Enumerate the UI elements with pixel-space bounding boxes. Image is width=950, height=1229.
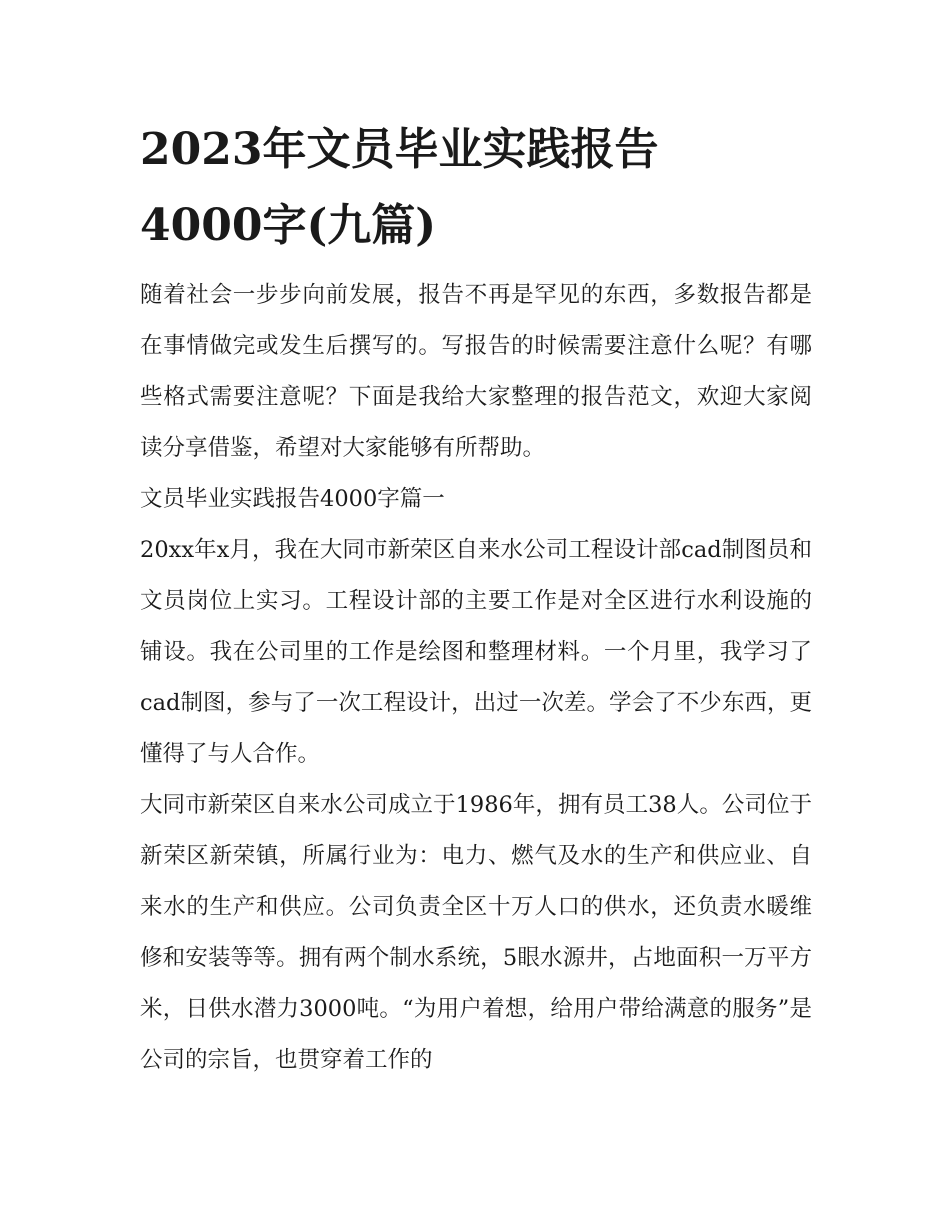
document-body <box>140 112 812 1086</box>
body-paragraph: 20xx年x月，我在大同市新荣区自来水公司工程设计部cad制图员和文员岗位上实习。工程设计部的主要工作是对全区进行水利设施的铺设。我在公司里的工作是绘图和整理材料。一个月里，我学习了cad制图，参与了一次工程设计，出过一次差。学会了不少东西，更懂得了与人合作。 <box>140 537 812 767</box>
section-heading: 文员毕业实践报告4000字篇一 <box>140 486 445 512</box>
intro-paragraph: 随着社会一步步向前发展，报告不再是罕见的东西，多数报告都是在事情做完或发生后撰写的。写报告的时候需要注意什么呢？有哪些格式需要注意呢？下面是我给大家整理的报告范文，欢迎大家阅读分享借鉴，希望对大家能够有所帮助。 <box>140 282 812 461</box>
document-title <box>140 112 812 264</box>
document-title-line-2: 4000字(九篇) <box>140 200 437 251</box>
body-paragraph: 大同市新荣区自来水公司成立于1986年，拥有员工38人。公司位于新荣区新荣镇，所属行业为：电力、燃气及水的生产和供应业、自来水的生产和供应。公司负责全区十万人口的供水，还负责水暖维修和安装等等。拥有两个制水系统，5眼水源井，占地面积一万平方米，日供水潜力3000吨。“为用户着想，给用户带给满意的服务”是公司的宗旨，也贯穿着工作的 <box>140 792 812 1073</box>
document-title-line-1: 2023年文员毕业实践报告 <box>140 124 659 175</box>
